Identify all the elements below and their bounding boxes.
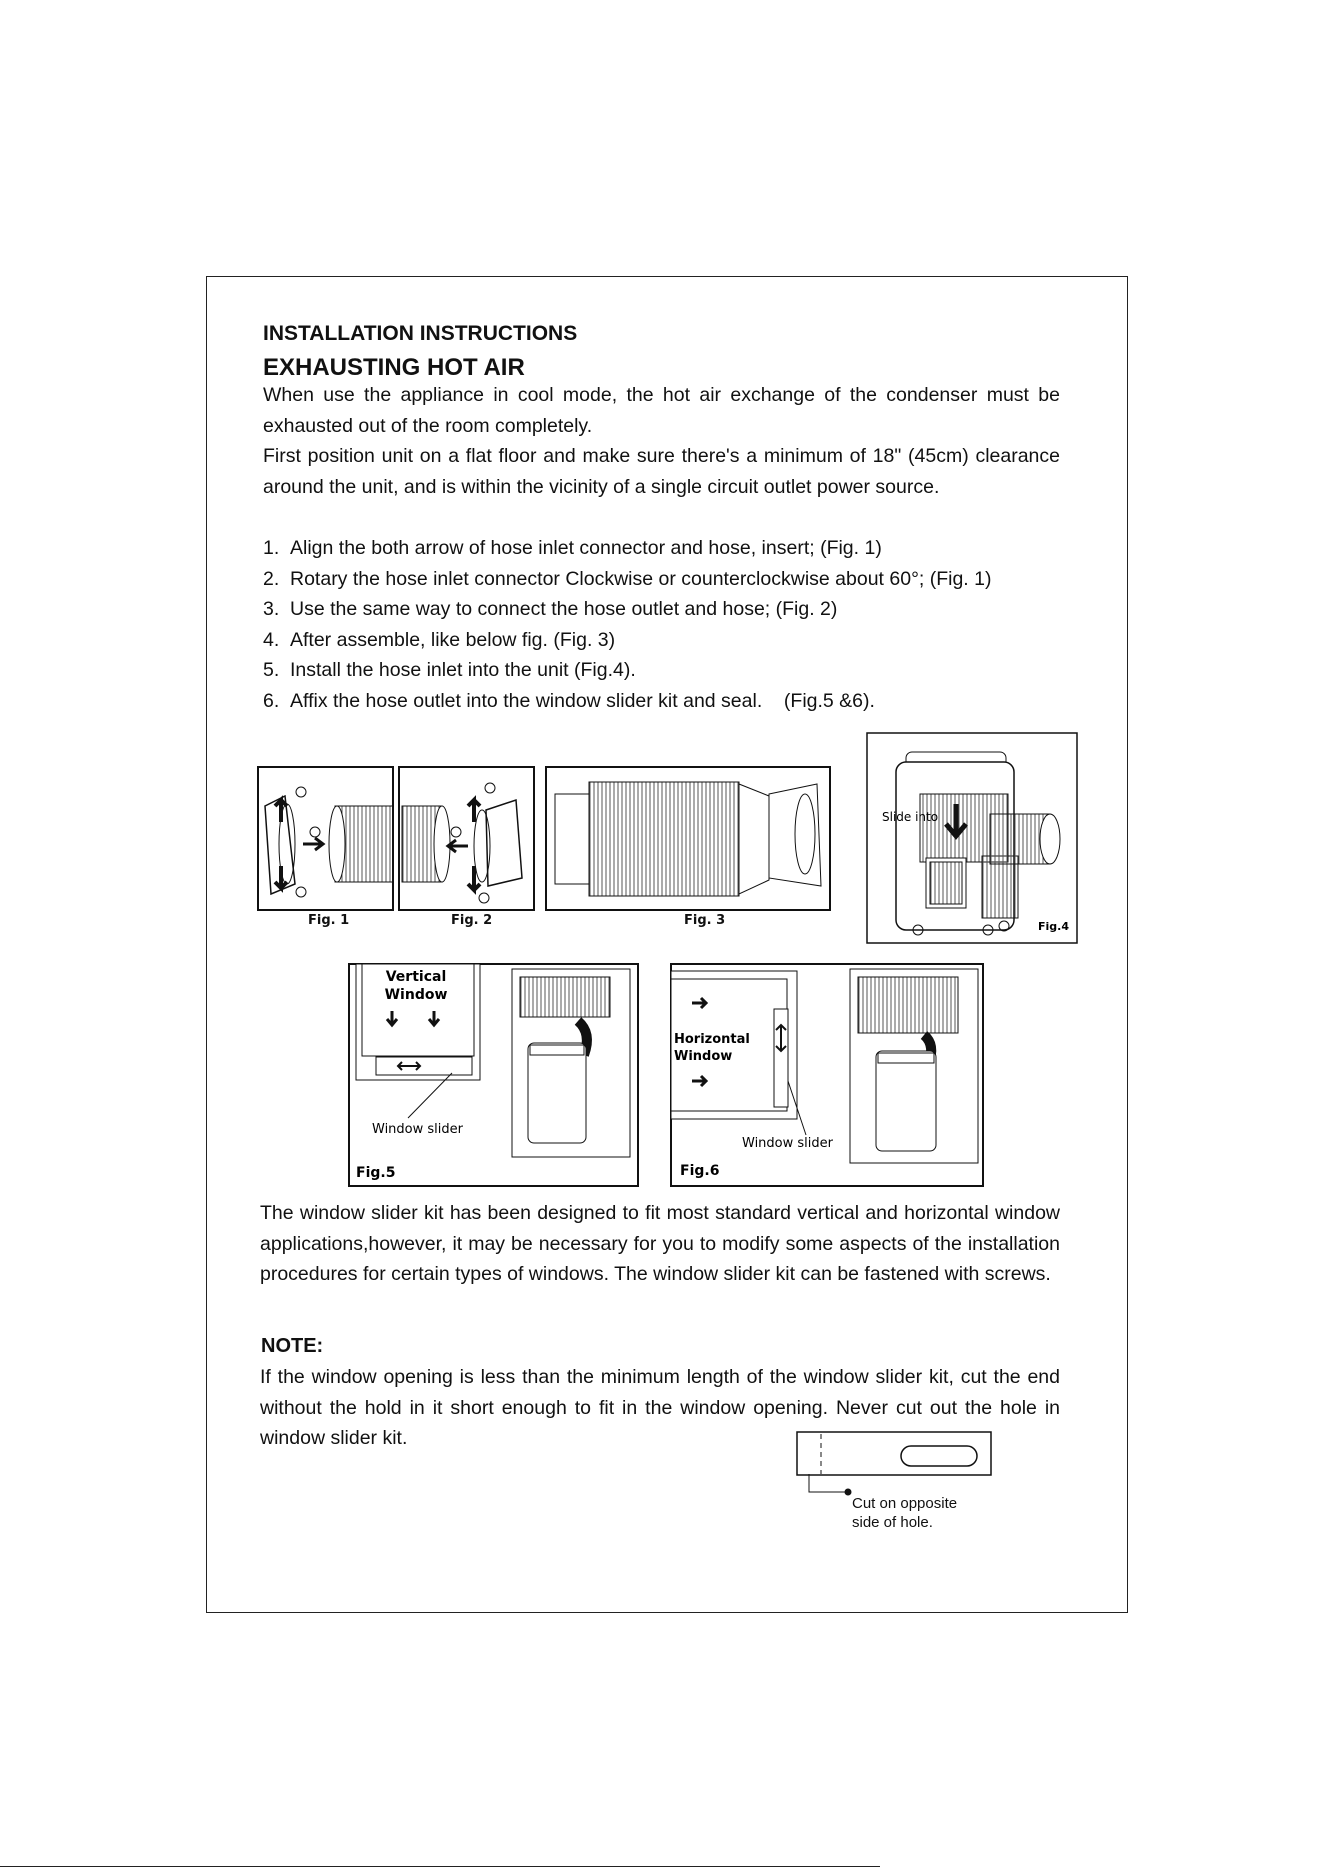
fig2-illustration [398, 766, 535, 911]
section-heading: EXHAUSTING HOT AIR [263, 354, 525, 381]
step-item: 6. Affix the hose outlet into the window slider kit and seal. (Fig.5 &6). [263, 689, 875, 712]
position-paragraph: First position unit on a flat floor and make sure there's a minimum of 18" (45cm) clearance around the unit, and is within the vicinity of a single circuit outlet power source. [263, 445, 1060, 498]
cut-note: Cut on opposite side of hole. [852, 1495, 958, 1531]
fig5-window-label: Vertical [385, 969, 447, 985]
step-item: 3. Use the same way to connect the hose outlet and hose; (Fig. 2) [263, 598, 838, 620]
fig6-window-label-2: Window [674, 1049, 733, 1064]
fig4-slide-label: Slide into [882, 810, 939, 824]
fig5-slider-label: Window slider [372, 1122, 463, 1137]
step-item: 1. Align the both arrow of hose inlet connector and hose, insert; (Fig. 1) [263, 537, 882, 559]
fig5-caption: Fig.5 [356, 1165, 396, 1181]
fig6-slider-label: Window slider [742, 1136, 833, 1151]
step-item: 5. Install the hose inlet into the unit (Fig.4). [263, 659, 636, 681]
fig1-caption: Fig. 1 [308, 913, 350, 928]
fig2-caption: Fig. 2 [451, 913, 493, 928]
fig5-illustration [348, 963, 639, 1187]
step-item: 2. Rotary the hose inlet connector Clockwise or counterclockwise about 60°; (Fig. 1) [263, 567, 992, 590]
kit-paragraph: The window slider kit has been designed to fit most standard vertical and horizontal window applications,however, it may be necessary for you to modify some aspects of the installation procedures for certain types of windows. The window slider kit can be fastened with screws. [260, 1202, 1060, 1285]
fig4-illustration [866, 732, 1078, 944]
step-item: 4. After assemble, like below fig. (Fig. 3) [263, 628, 616, 651]
intro-paragraph: When use the appliance in cool mode, the hot air exchange of the condenser must be exhausted out of the room completely. [263, 384, 1060, 437]
fig4-caption: Fig.4 [1038, 920, 1069, 933]
fig6-window-label: Horizontal [674, 1032, 750, 1047]
note-heading: NOTE: [261, 1335, 324, 1357]
fig6-illustration [670, 963, 984, 1187]
note-paragraph: If the window opening is less than the minimum length of the window slider kit, cut the end without the hold in it short enough to fit in the window opening. Never cut out the hole in window slider kit. [260, 1366, 1060, 1449]
fig3-caption: Fig. 3 [684, 913, 726, 928]
fig5-window-label-2: Window [384, 987, 448, 1003]
steps-list [263, 533, 1063, 716]
fig6-caption: Fig.6 [680, 1163, 720, 1179]
cut-diagram [795, 1430, 995, 1500]
fig1-illustration [257, 766, 394, 911]
fig3-illustration [545, 766, 831, 911]
page-heading: INSTALLATION INSTRUCTIONS [263, 322, 578, 345]
footer-rule [0, 1866, 880, 1867]
